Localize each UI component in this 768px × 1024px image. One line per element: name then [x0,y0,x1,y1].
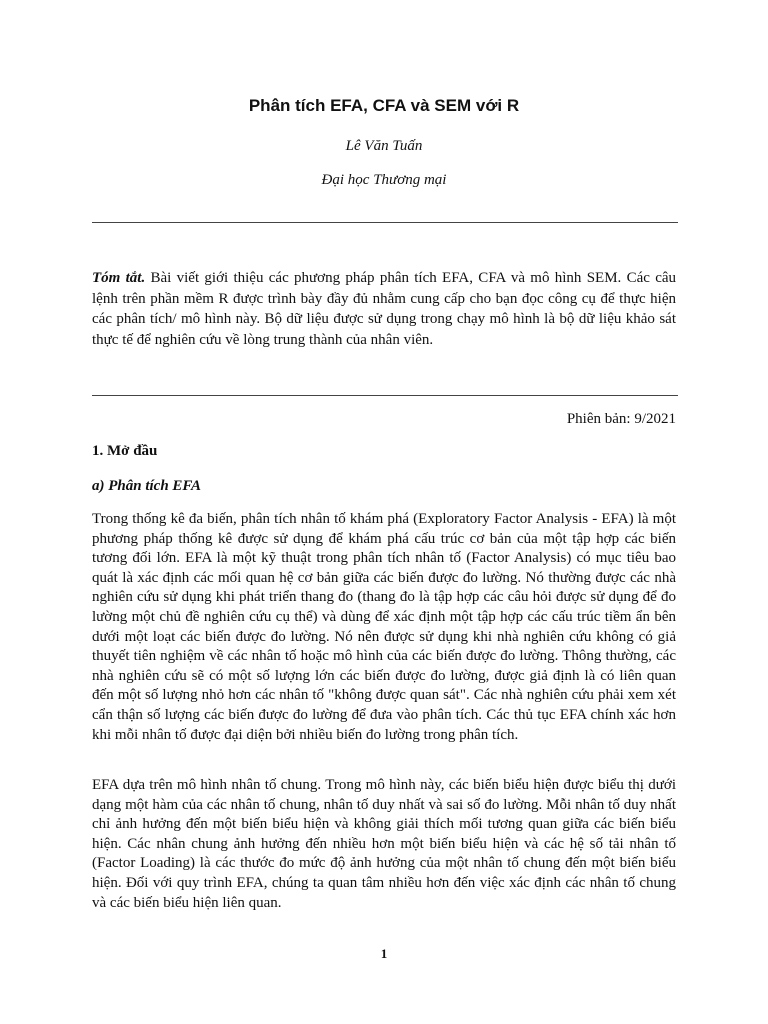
version-label: Phiên bản: 9/2021 [566,411,676,427]
author-affiliation: Đại học Thương mại [321,172,447,188]
subsection-heading: a) Phân tích EFA [92,478,202,494]
author-name: Lê Văn Tuấn [345,138,423,154]
top-divider [92,222,678,223]
body-paragraph-1: Trong thống kê đa biến, phân tích nhân tố khám phá (Exploratory Factor Analysis - EFA) là một phương pháp thống kê được sử dụng để khám phá cấu trúc cơ bản của một tập hợp các biến tương đối lớn. EFA là một kỹ thuật trong phân tích nhân tố (Factor Analysis) có mục tiêu bao quát là xác định các mối quan hệ cơ bản giữa các biến được đo lường. Nó thường được các nhà nghiên cứu sử dụng khi phát triển thang đo (thang đo là tập hợp các câu hỏi được sử dụng để đo lường một chủ đề nghiên cứu cụ thể) và dùng để xác định một tập hợp các cấu trúc tiềm ẩn bên dưới một loạt các biến được đo lường. Nó nên được sử dụng khi nhà nghiên cứu không có giả thuyết tiên nghiệm về các nhân tố hoặc mô hình của các biến được đo lường. Thông thường, các nhà nghiên cứu sẽ có một số lượng lớn các biến được đo lường, được giả định là có liên quan đến một số lượng nhỏ hơn các nhân tố "không được quan sát". Các nhà nghiên cứu phải xem xét cẩn thận số lượng các biến được đo lường để đưa vào phân tích. Các thủ tục EFA chính xác hơn khi mỗi nhân tố được đại diện bởi nhiều biến đo lường trong phân tích. [92,511,676,743]
document-title: Phân tích EFA, CFA và SEM với R [248,96,520,115]
bottom-divider [92,395,678,396]
body-paragraph-2: EFA dựa trên mô hình nhân tố chung. Trong mô hình này, các biến biểu hiện được biểu thị dưới dạng một hàm của các nhân tố chung, nhân tố duy nhất và sai số đo lường. Mỗi nhân tố duy nhất chỉ ảnh hưởng đến một biến biểu hiện và không giải thích mối tương quan giữa các biến biểu hiện. Các nhân chung ảnh hưởng đến nhiều hơn một biến biểu hiện và các hệ số tải nhân tố (Factor Loading) là các thước đo mức độ ảnh hưởng của một nhân tố chung đến một biến biểu hiện. Đối với quy trình EFA, chúng ta quan tâm nhiều hơn đến việc xác định các nhân tố chung và các biến biểu hiện liên quan. [92,777,676,911]
page-number: 1 [380,946,388,961]
abstract-text: Bài viết giới thiệu các phương pháp phân tích EFA, CFA và mô hình SEM. Các câu lệnh trên phần mềm R được trình bày đầy đủ nhằm cung cấp cho bạn đọc công cụ để thực hiện các phân tích/ mô hình này. Bộ dữ liệu được sử dụng trong chạy mô hình là bộ dữ liệu khảo sát thực tế để nghiên cứu về lòng trung thành của nhân viên. [92,270,677,348]
abstract-lead: Tóm tắt. [92,270,146,286]
abstract [92,268,676,350]
section-heading: 1. Mở đầu [92,443,158,459]
